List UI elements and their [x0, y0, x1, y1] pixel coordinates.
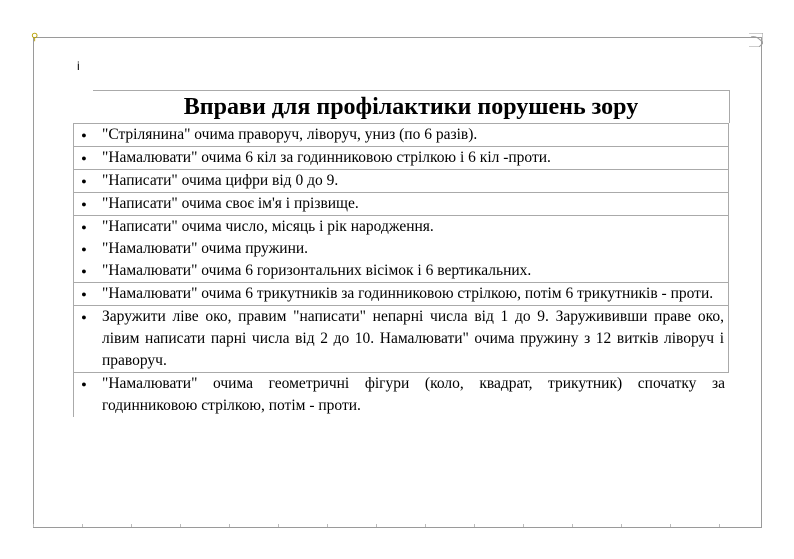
list-item-text: Заружити ліве око, правим "написати" непарні числа від 1 до 9. Заружививши праве око, лівим написати парні числа від 2 до 10. Намалювати" очима пружину з 12 витків ліворуч і праворуч. [102, 308, 724, 369]
bullet-icon: ● [81, 153, 87, 163]
bullet-icon: ● [81, 312, 87, 322]
list-item [73, 192, 729, 215]
list-item-text: "Намалювати" очима геометричні фігури (коло, квадрат, трикутник) спочатку за годинниковою стрілкою, потім - проти. [102, 375, 725, 414]
list-item-text: "Стрілянина" очима праворуч, ліворуч, униз (по 6 разів). [102, 126, 478, 143]
bullet-icon: ● [81, 199, 87, 209]
text-cursor-mark: i [77, 59, 80, 73]
bullet-icon: ● [81, 379, 87, 389]
list-item-text: "Намалювати" очима 6 кіл за годинниковою стрілкою і 6 кіл -проти. [102, 149, 551, 166]
page-curl-icon [749, 33, 763, 47]
bullet-icon: ● [81, 130, 87, 140]
list-item [73, 372, 729, 417]
exercise-list [73, 90, 729, 417]
bottom-ruler [33, 524, 762, 527]
list-item-text: "Написати" очима своє ім'я і прізвище. [102, 195, 359, 212]
list-item [73, 123, 729, 146]
bullet-icon: ● [81, 176, 87, 186]
list-item [73, 260, 729, 282]
list-item-text: "Написати" очима число, місяць і рік народження. [102, 218, 434, 235]
list-item-text: "Намалювати" очима пружини. [102, 240, 309, 257]
bullet-icon: ● [81, 266, 87, 276]
document-title: Вправи для профілактики порушень зору [93, 90, 730, 123]
list-item-text: "Написати" очима цифри від 0 до 9. [102, 172, 339, 189]
list-item [73, 305, 729, 372]
list-item-text: "Намалювати" очима 6 горизонтальних вісімок і 6 вертикальних. [102, 262, 532, 279]
bullet-icon: ● [81, 222, 87, 232]
list-item [73, 146, 729, 169]
list-item [73, 215, 729, 238]
bullet-icon: ● [81, 289, 87, 299]
list-item [73, 238, 729, 260]
list-item [73, 282, 729, 305]
list-item [73, 169, 729, 192]
list-item-text: "Намалювати" очима 6 трикутників за годинниковою стрілкою, потім 6 трикутників - проти. [102, 285, 714, 302]
bullet-icon: ● [81, 244, 87, 254]
anchor-pin-icon: ⚲ [31, 32, 39, 43]
